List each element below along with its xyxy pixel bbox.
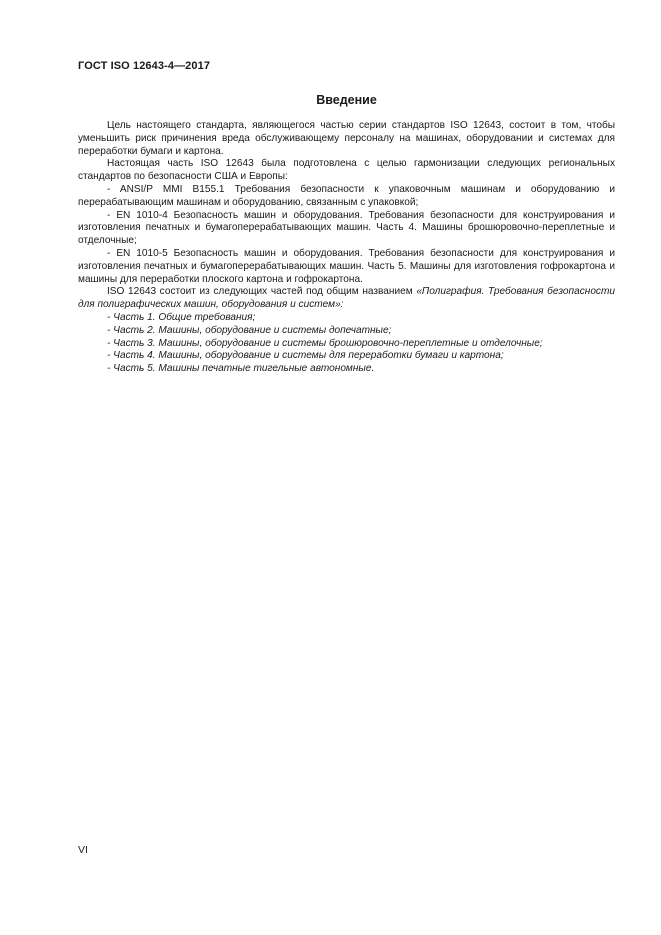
- list-item: - Часть 1. Общие требования;: [107, 311, 256, 323]
- parts-paragraph: [78, 286, 615, 312]
- section-title: Введение: [316, 93, 377, 107]
- list-item: - ANSI/P MMI B155.1 Требования безопасности к упаковочным машинам и оборудованию и перерабатывающим машинам и оборудованию, связанным с упаковкой;: [78, 183, 615, 208]
- document-body: [78, 120, 615, 376]
- regional-standards-paragraph: Настоящая часть ISO 12643 была подготовлена с целью гармонизации следующих региональных стандартов по безопасности США и Европы:: [78, 158, 615, 183]
- parts-list: [78, 312, 615, 376]
- list-item: - EN 1010-5 Безопасность машин и оборудования. Требования безопасности для конструирования и изготовления печатных и бумагоперерабатывающих машин. Часть 5. Машины для изготовления гофрокартона и машины для переработки плоского картона и гофрокартона.: [78, 247, 615, 285]
- series-title: «Полиграфия. Требования безопасности для полиграфических машин, оборудования и систем»:: [78, 286, 616, 311]
- page-number: VI: [78, 844, 88, 856]
- list-item: - Часть 4. Машины, оборудование и системы для переработки бумаги и картона;: [107, 350, 504, 362]
- parts-paragraph-lead: ISO 12643 состоит из следующих частей под общим названием: [107, 286, 417, 298]
- list-item: - Часть 3. Машины, оборудование и системы брошюровочно-переплетные и отделочные;: [107, 337, 543, 349]
- intro-paragraph: Цель настоящего стандарта, являющегося частью серии стандартов ISO 12643, состоит в том, чтобы уменьшить риск причинения вреда обслуживающему персоналу на машинах, оборудовании и системах для переработки бумаги и картона.: [78, 120, 615, 157]
- list-item: - Часть 2. Машины, оборудование и системы допечатные;: [107, 324, 392, 336]
- list-item: - EN 1010-4 Безопасность машин и оборудования. Требования безопасности для конструирования и изготовления печатных и бумагоперерабатывающих машин. Часть 4. Машины брошюровочно-переплетные и отделочные;: [78, 209, 615, 247]
- regional-standards-list: [78, 184, 615, 286]
- document-code-header: ГОСТ ISO 12643-4—2017: [78, 60, 211, 72]
- list-item: - Часть 5. Машины печатные тигельные автономные.: [107, 363, 375, 375]
